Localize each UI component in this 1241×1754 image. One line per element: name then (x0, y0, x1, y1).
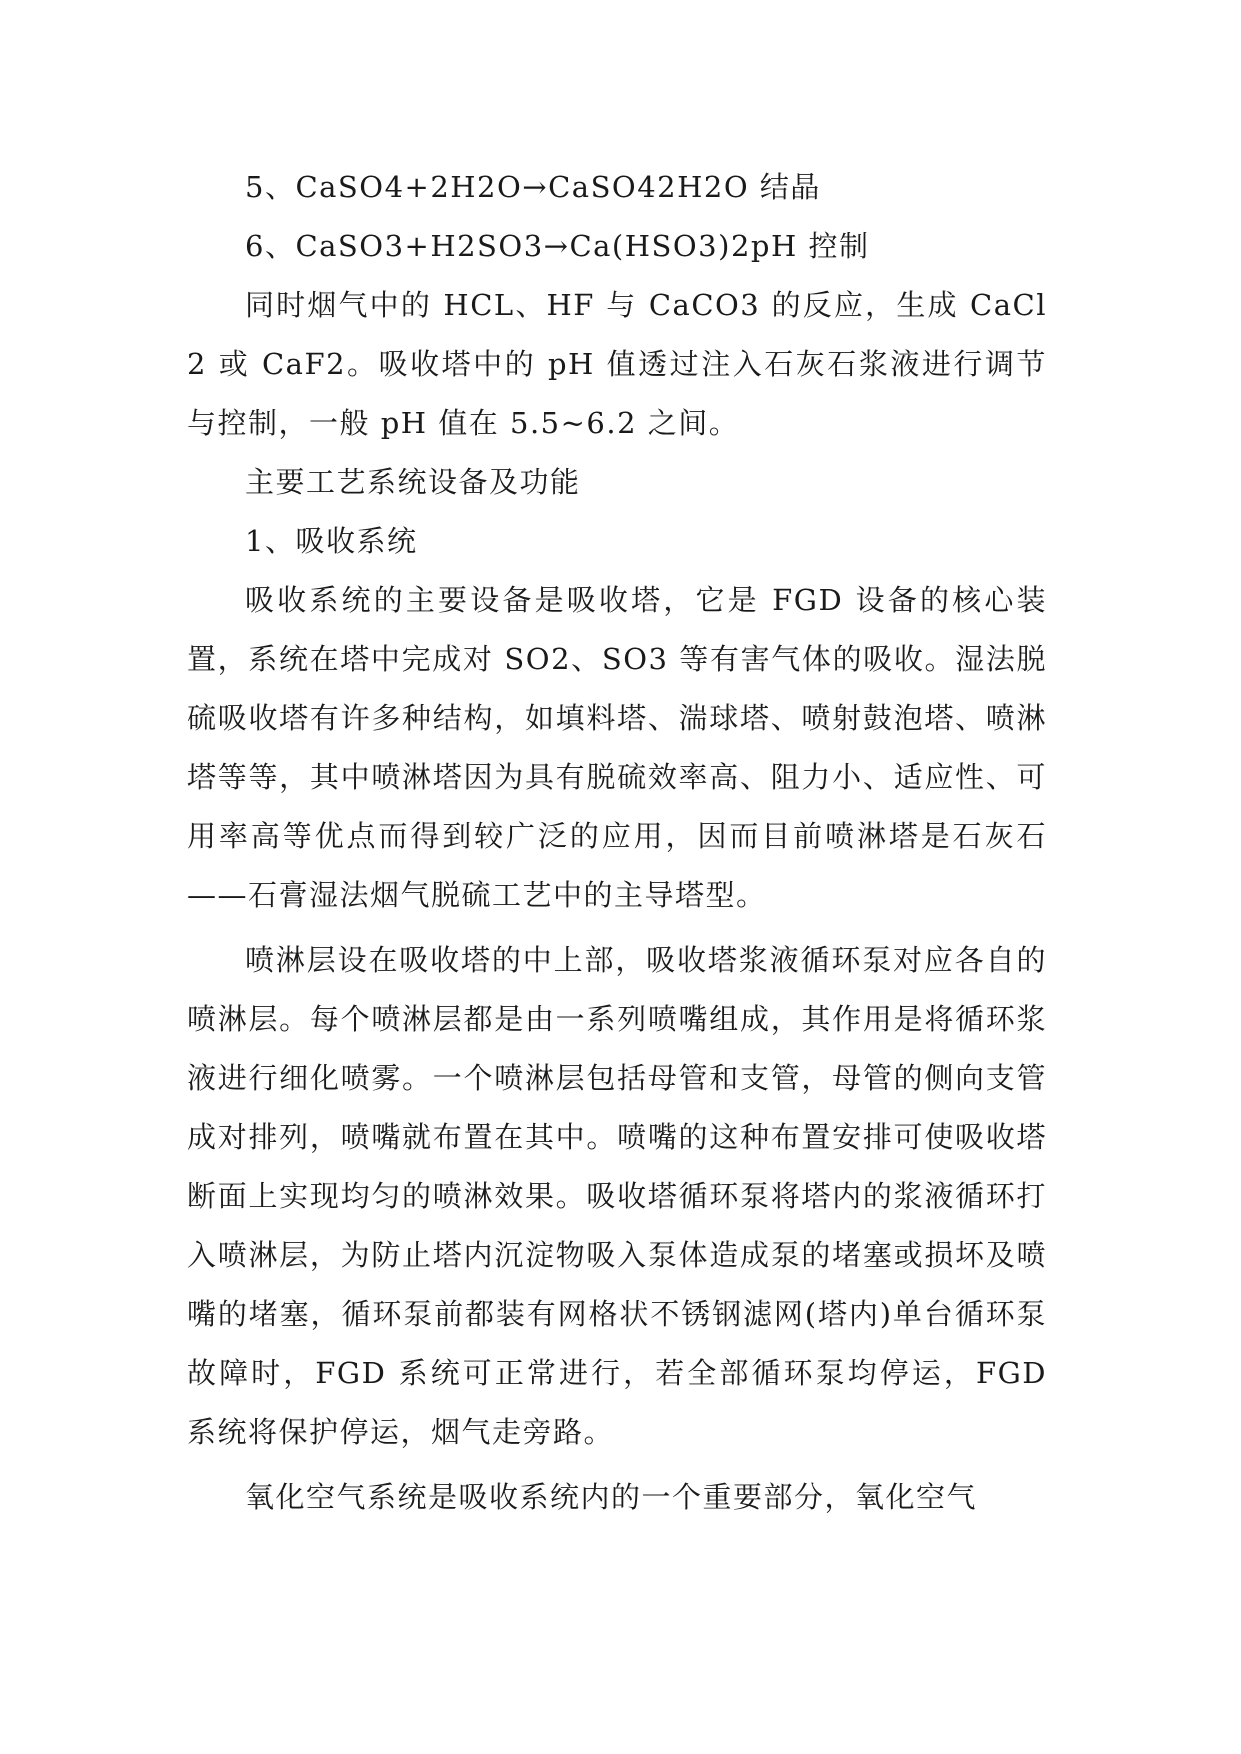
paragraph-reaction-6: 6、CaSO3+H2SO3→Ca(HSO3)2pH 控制 (245, 229, 870, 263)
paragraph-reaction-5: 5、CaSO4+2H2O→CaSO42H2O 结晶 (245, 170, 821, 204)
subsection-heading-absorption-system: 1、吸收系统 (245, 524, 418, 558)
section-heading-process-equipment: 主要工艺系统设备及功能 (245, 465, 581, 499)
document-body (187, 158, 1047, 1527)
paragraph-absorption-tower: 吸收系统的主要设备是吸收塔，它是 FGD 设备的核心装置，系统在塔中完成对 SO2、SO3 等有害气体的吸收。湿法脱硫吸收塔有许多种结构，如填料塔、湍球塔、喷射鼓泡塔、喷淋塔等等，其中喷淋塔因为具有脱硫效率高、阻力小、适应性、可用率高等优点而得到较广泛的应用，因而目前喷淋塔是石灰石——石膏湿法烟气脱硫工艺中的主导塔型。 (187, 583, 1047, 912)
paragraph-oxidation-air: 氧化空气系统是吸收系统内的一个重要部分，氧化空气 (245, 1480, 978, 1514)
paragraph-hcl-hf-reaction: 同时烟气中的 HCL、HF 与 CaCO3 的反应，生成 CaCl2 或 CaF2。吸收塔中的 pH 值透过注入石灰石浆液进行调节与控制，一般 pH 值在 5.5~6.2 之间。 (187, 288, 1047, 440)
paragraph-spray-layer: 喷淋层设在吸收塔的中上部，吸收塔浆液循环泵对应各自的喷淋层。每个喷淋层都是由一系列喷嘴组成，其作用是将循环浆液进行细化喷雾。一个喷淋层包括母管和支管，母管的侧向支管成对排列，喷嘴就布置在其中。喷嘴的这种布置安排可使吸收塔断面上实现均匀的喷淋效果。吸收塔循环泵将塔内的浆液循环打入喷淋层，为防止塔内沉淀物吸入泵体造成泵的堵塞或损坏及喷嘴的堵塞，循环泵前都装有网格状不锈钢滤网(塔内)单台循环泵故障时，FGD 系统可正常进行，若全部循环泵均停运，FGD 系统将保护停运，烟气走旁路。 (187, 943, 1047, 1449)
